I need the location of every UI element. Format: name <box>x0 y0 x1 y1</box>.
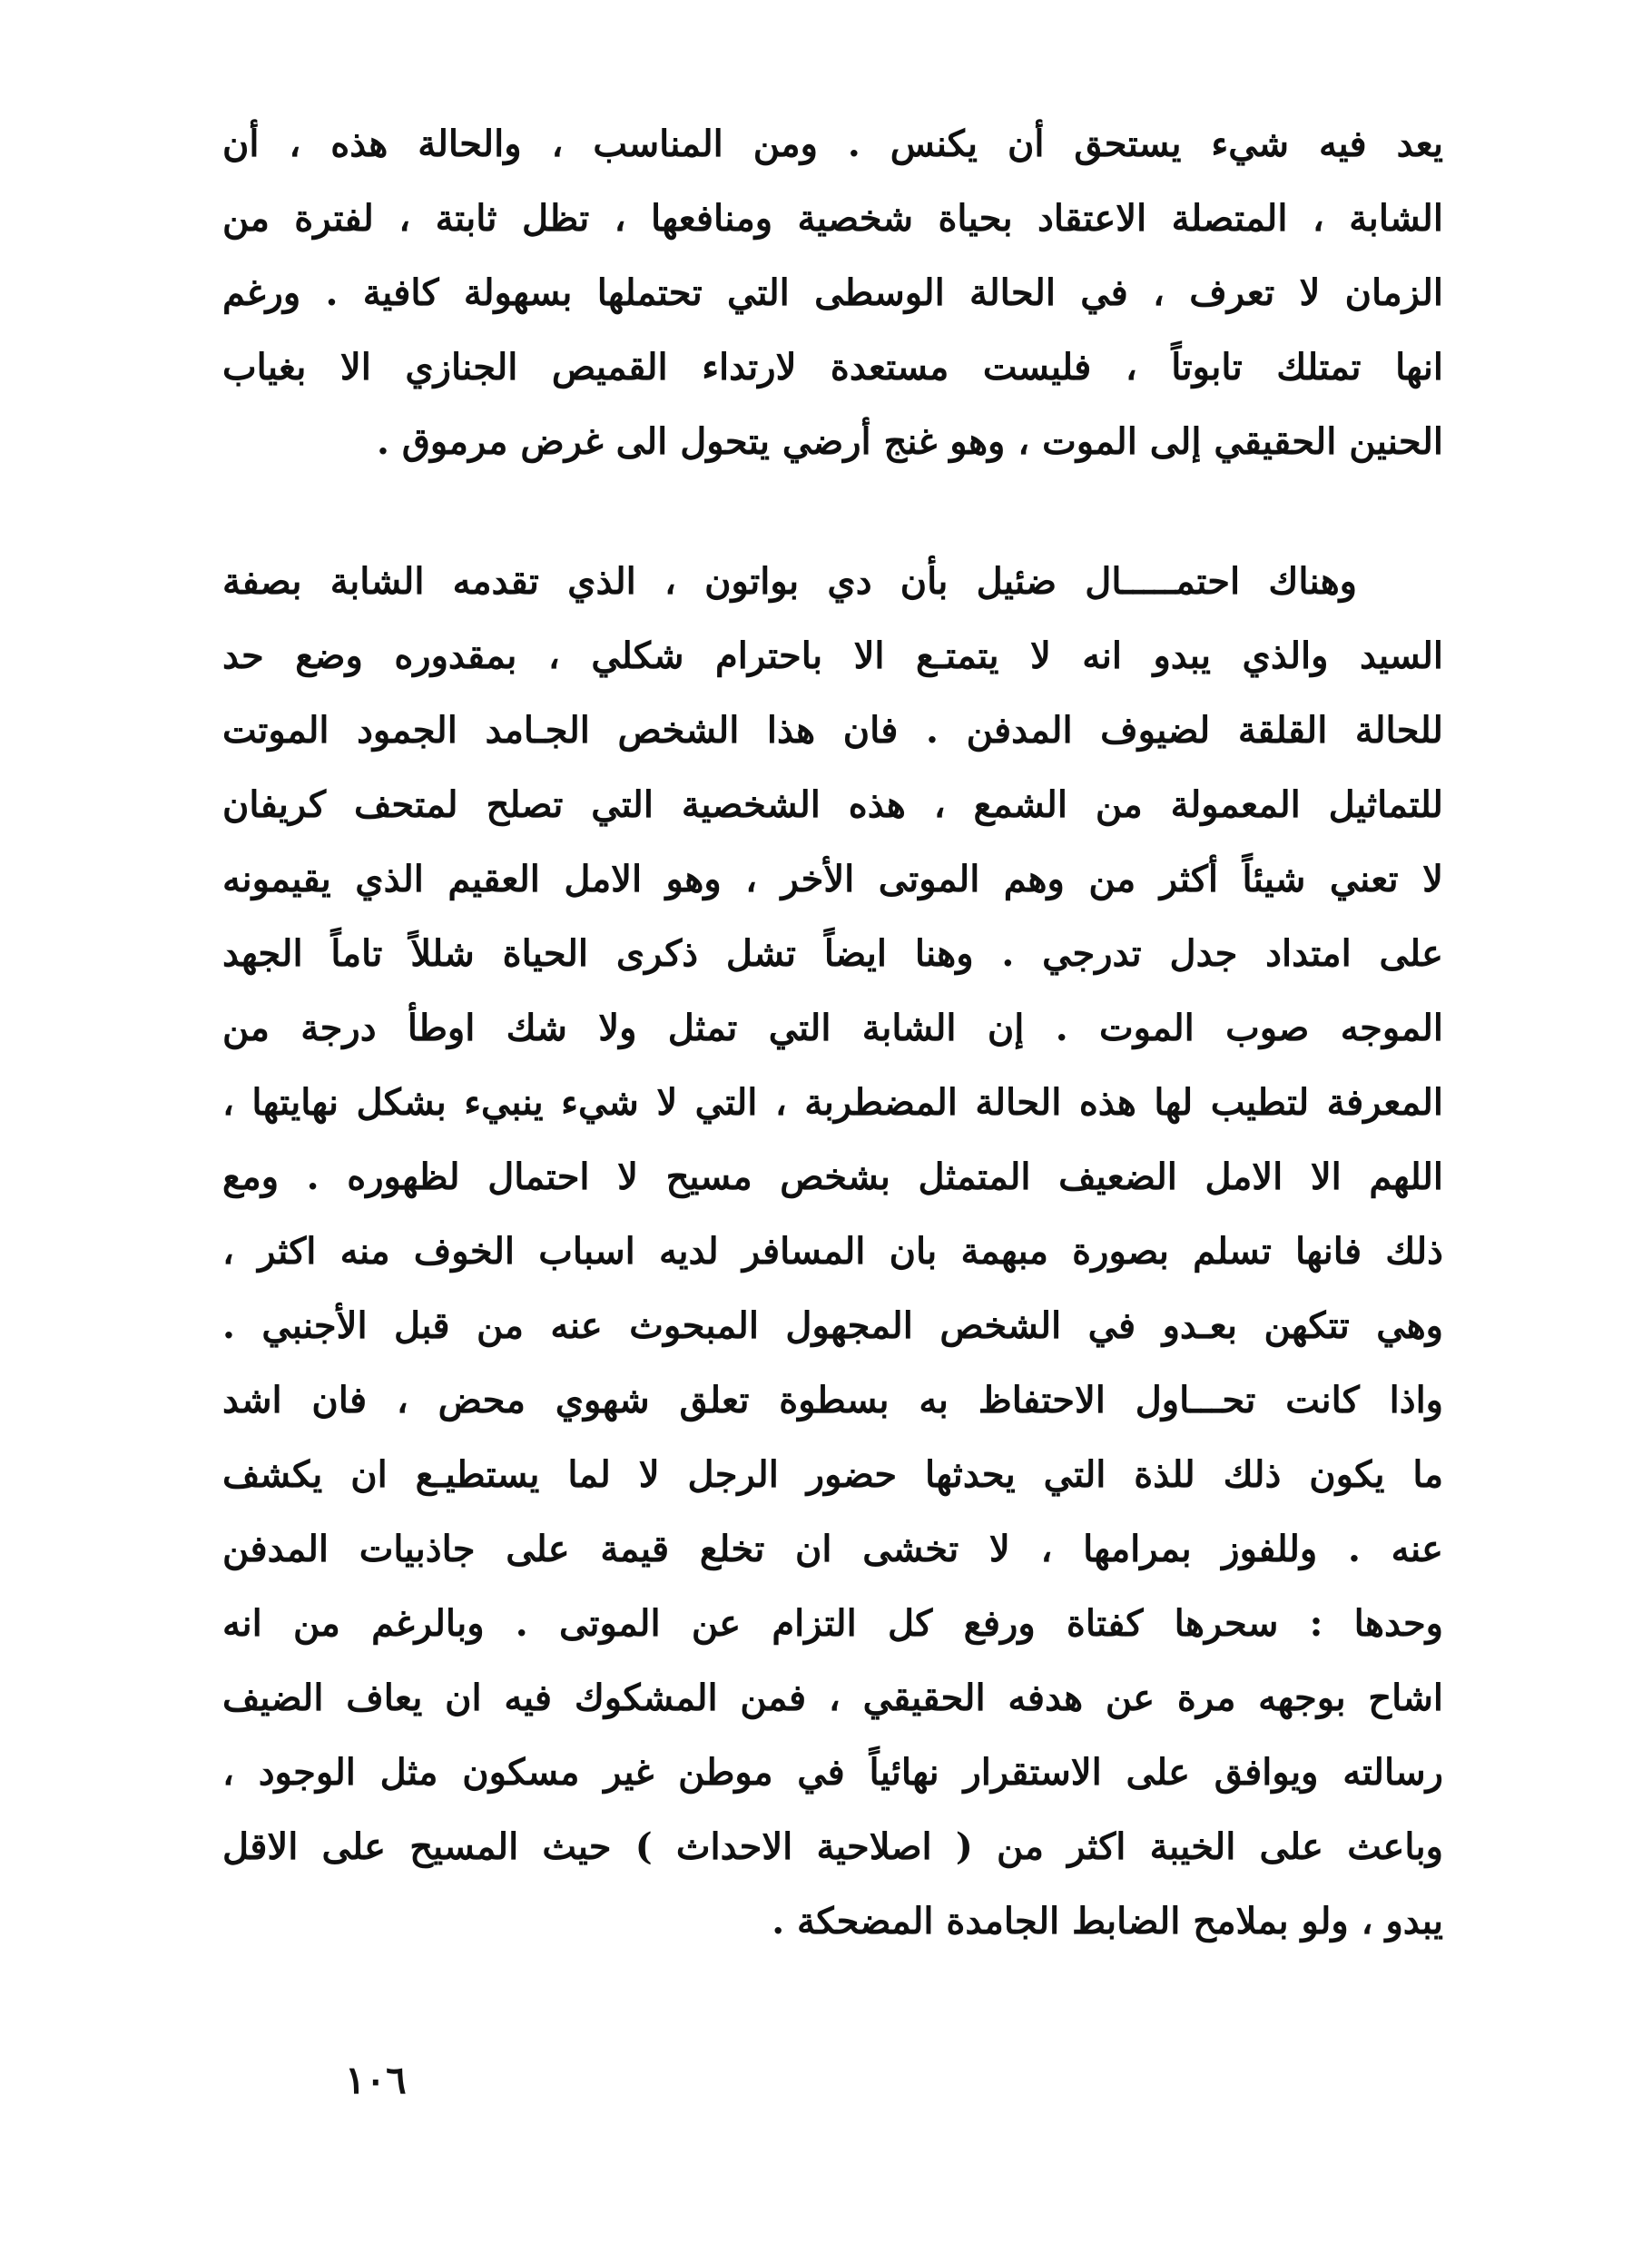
text-line: السيد والذي يبدو انه لا يتمتـع الا باحترام شكلي ، بمقدوره وضع حد <box>222 634 1443 677</box>
text-line: رسالته ويوافق على الاستقرار نهائياً في موطن غير مسكون مثل الوجود ، <box>222 1751 1443 1794</box>
text-line: الزمان لا تعرف ، في الحالة الوسطى التي تحتملها بسهولة كافية . ورغم <box>222 271 1443 314</box>
text-line: لا تعني شيئاً أكثر من وهم الموتى الأخر ، وهو الامل العقيم الذي يقيمونه <box>222 858 1443 900</box>
text-line: واذا كانت تحـــاول الاحتفاظ به بسطوة تعلق شهوي محض ، فان اشد <box>222 1379 1443 1421</box>
text-line: وباعث على الخيبة اكثر من ( اصلاحية الاحداث ) حيث المسيح على الاقل <box>222 1825 1443 1868</box>
text-line: ذلك فانها تسلم بصورة مبهمة بان المسافر لديه اسباب الخوف منه اكثر ، <box>222 1230 1443 1273</box>
page-number: ١٠٦ <box>345 2058 407 2102</box>
text-line: اللهم الا الامل الضعيف المتمثل بشخص مسيح لا احتمال لظهوره . ومع <box>222 1156 1443 1198</box>
text-line: الحنين الحقيقي إلى الموت ، وهو غنج أرضي يتحول الى غرض مرموق . <box>376 420 1443 463</box>
paragraph-1 <box>222 107 1443 479</box>
text-line: للحالة القلقة لضيوف المدفن . فان هذا الشخص الجـامد الجمود الموتت <box>222 709 1443 752</box>
text-line: اشاح بوجهه مرة عن هدفه الحقيقي ، فمن المشكوك فيه ان يعاف الضيف <box>222 1677 1443 1719</box>
text-line: يبدو ، ولو بملامح الضابط الجامدة المضحكة . <box>772 1900 1443 1942</box>
text-line: الشابة ، المتصلة الاعتقاد بحياة شخصية ومنافعها ، تظل ثابتة ، لفترة من <box>222 197 1443 240</box>
text-line: المعرفة لتطيب لها هذه الحالة المضطربة ، التي لا شيء ينبيء بشكل نهايتها ، <box>222 1081 1443 1124</box>
text-line: يعد فيه شيء يستحق أن يكنس . ومن المناسب ، والحالة هذه ، أن <box>222 123 1443 165</box>
text-line: عنه . وللفوز بمرامها ، لا تخشى ان تخلع قيمة على جاذبيات المدفن <box>222 1528 1443 1570</box>
text-line: وهناك احتمـــــال ضئيل بأن دي بواتون ، الذي تقدمه الشابة بصفة <box>222 560 1357 603</box>
text-line: للتماثيل المعمولة من الشمع ، هذه الشخصية التي تصلح لمتحف كريفان <box>222 783 1443 826</box>
text-line: وهي تتكهن بعـدو في الشخص المجهول المبحوث عنه من قبل الأجنبي . <box>222 1304 1443 1347</box>
text-line: انها تمتلك تابوتاً ، فليست مستعدة لارتداء القميص الجنازي الا بغياب <box>222 346 1443 388</box>
text-line: وحدها : سحرها كفتاة ورفع كل التزام عن الموتى . وبالرغم من انه <box>222 1602 1443 1645</box>
text-line: على امتداد جدل تدرجي . وهنا ايضاً تشل ذكرى الحياة شللاً تاماً الجهد <box>222 932 1443 975</box>
text-line: الموجه صوب الموت . إن الشابة التي تمثل ولا شك اوطأ درجة من <box>222 1007 1443 1049</box>
paragraph-2 <box>222 545 1443 1959</box>
text-line: ما يكون ذلك للذة التي يحدثها حضور الرجل لا لما يستطيـع ان يكشف <box>222 1453 1443 1496</box>
